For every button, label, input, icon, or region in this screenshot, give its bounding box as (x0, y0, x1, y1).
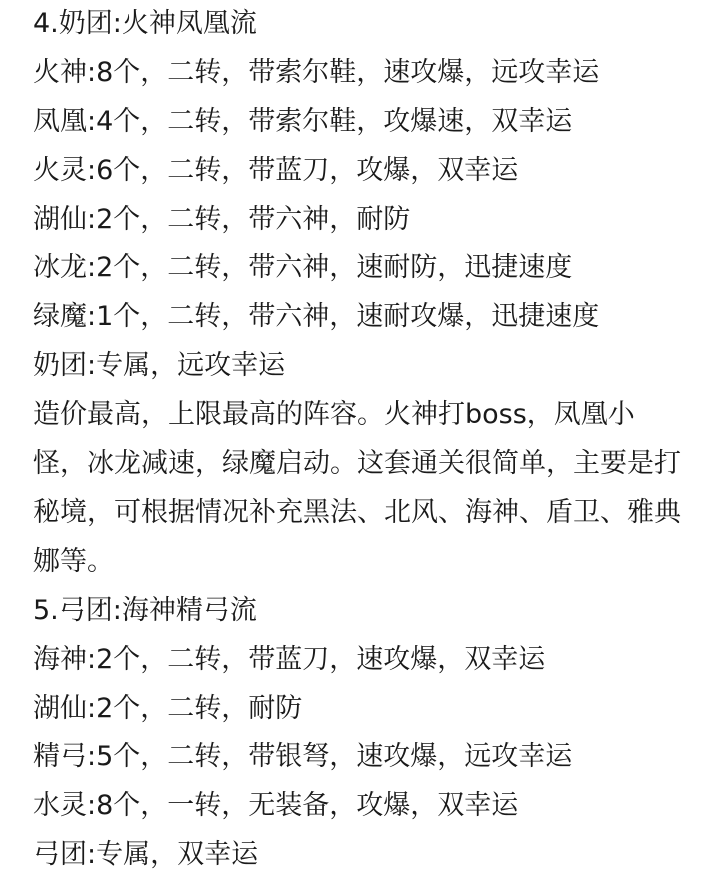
text-line: 湖仙:2个，二转，耐防 (33, 692, 303, 724)
paragraph: 造价最高，上限最高的阵容。火神打boss，凤凰小怪，冰龙减速，绿魔启动。这套通关很简单，主要是打秘境，可根据情况补充黑法、北风、海神、盾卫、雅典娜等。 (33, 399, 681, 577)
text-line: 海神:2个，二转，带蓝刀，速攻爆，双幸运 (33, 643, 546, 675)
text-line: 奶团:专属，远攻幸运 (33, 350, 286, 382)
text-line: 火神:8个，二转，带索尔鞋，速攻爆，远攻幸运 (33, 56, 600, 88)
text-line: 火灵:6个，二转，带蓝刀，攻爆，双幸运 (33, 154, 519, 186)
text-line: 凤凰:4个，二转，带索尔鞋，攻爆速，双幸运 (33, 105, 573, 137)
section-heading: 5.弓团:海神精弓流 (33, 594, 257, 626)
document (33, 0, 693, 880)
text-line: 弓团:专属，双幸运 (33, 839, 259, 871)
text-line: 湖仙:2个，二转，带六神，耐防 (33, 203, 411, 235)
section-heading: 4.奶团:火神凤凰流 (33, 8, 257, 39)
text-line: 水灵:8个，一转，无装备，攻爆，双幸运 (33, 790, 519, 822)
text-line: 精弓:5个，二转，带银弩，速攻爆，远攻幸运 (33, 741, 573, 773)
text-line: 绿魔:1个，二转，带六神，速耐攻爆，迅捷速度 (33, 301, 600, 333)
text-line: 冰龙:2个，二转，带六神，速耐防，迅捷速度 (33, 252, 573, 284)
